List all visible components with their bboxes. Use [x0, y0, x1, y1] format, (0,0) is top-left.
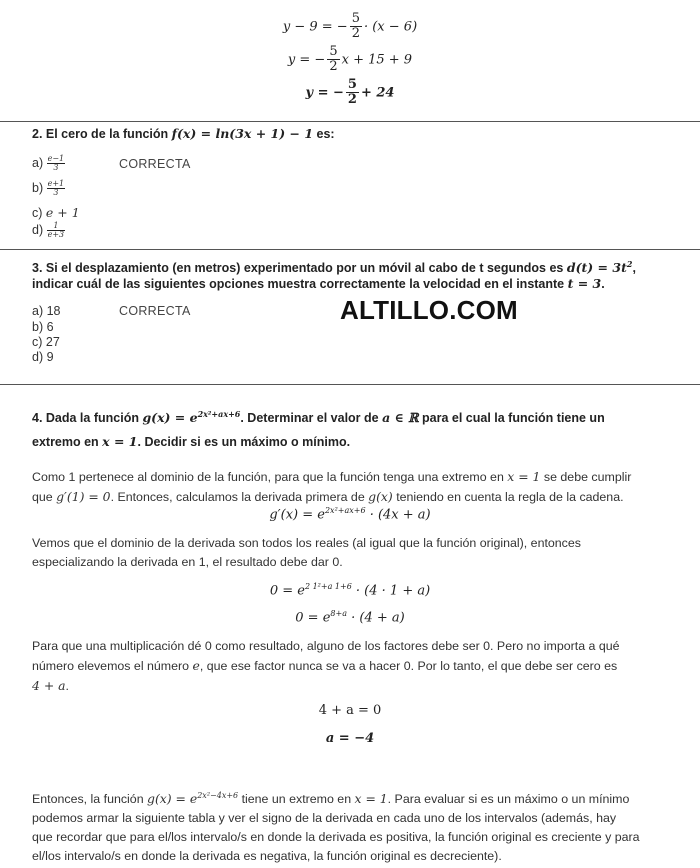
- q2-option-b: b) $\frac{e+1}{3}$: [32, 179, 65, 198]
- q3-option-d: d) 9: [32, 350, 54, 364]
- q3-title-line2: indicar cuál de las siguientes opciones muestra correctamente la velocidad en el instante t = 3.: [32, 276, 605, 292]
- divider: [0, 249, 700, 250]
- q2-option-d-fraction: $\frac{1}{e+3}$: [47, 221, 65, 240]
- divider: [0, 121, 700, 122]
- q4-paragraph-4: Entonces, la función $g(x) = e^{2x^2-4x+6}$ tiene un extremo en x = 1. Para evaluar si es un máximo o un mínimo podemos armar la siguiente tabla y ver el signo de la derivada en cada uno de los intervalos (además, hay que recordar que para el/los intervalo/s en donde la derivada es positiva, la función original es creciente y para el/los intervalo/s en donde la derivada es negativa, la función original es decreciente).: [32, 791, 640, 864]
- q2-option-b-fraction: $\frac{e+1}{3}$: [47, 179, 65, 198]
- q2-option-a-fraction: $\frac{e-1}{3}$: [47, 154, 65, 173]
- q3-title-line1: 3. Si el desplazamiento (en metros) experimentado por un móvil al cabo de t segundos es $d(t) = 3t^2$,: [32, 259, 636, 276]
- q4-title: [32, 403, 692, 454]
- q2-option-d: d) $\frac{1}{e+3}$: [32, 221, 65, 240]
- divider: [0, 384, 700, 385]
- eq2-right: x + 15 + 9: [341, 52, 413, 68]
- equation-line-2: [0, 45, 700, 75]
- eq3-right: + 24: [360, 85, 395, 101]
- eq2-fraction: $\frac{5}{2}$: [329, 44, 338, 75]
- q2-option-a: a) $\frac{e-1}{3}$: [32, 154, 65, 173]
- eq2-left: y = −: [287, 52, 326, 68]
- q2-title: 2. El cero de la función f(x) = ln(3x + 1) − 1 es:: [32, 126, 335, 141]
- q4-equation-3: 4 + a = 0: [318, 703, 382, 718]
- q4-equation-2: $0 = e^{8+a} \cdot (4 + a)$: [295, 609, 405, 626]
- q2-title-math: f(x) = ln(3x + 1) − 1: [171, 126, 314, 141]
- q4-paragraph-2: Vemos que el dominio de la derivada son todos los reales (al igual que la función original), entonces especializando la derivada en 1, el resultado debe dar 0.: [32, 536, 581, 569]
- q3-option-b: b) 6: [32, 320, 54, 334]
- q4-equation-4: a = −4: [325, 731, 375, 746]
- equation-line-1: [0, 12, 700, 42]
- q2-correct-label: CORRECTA: [119, 157, 191, 171]
- q4-paragraph-3: Para que una multiplicación dé 0 como resultado, alguno de los factores debe ser 0. Pero no importa a qué número elevemos el número e, que ese factor nunca se va a hacer 0. Por lo tanto, el que debe ser cero es 4 + a.: [32, 639, 620, 693]
- q3-correct-label: CORRECTA: [119, 304, 191, 318]
- q4-title-line2: extremo en x = 1. Decidir si es un máximo o mínimo.: [32, 434, 351, 450]
- eq3-left: y = −: [305, 85, 344, 101]
- q3-option-c: c) 27: [32, 335, 60, 349]
- eq3-fraction: $\frac{5}{2}$: [347, 77, 357, 108]
- q4-title-line1: 4. Dada la función $g(x) = e^{2x^2+ax+6}$. Determinar el valor de a ∈ ℝ para el cual la función tiene un: [32, 409, 605, 426]
- eq1-right: · (x − 6): [363, 19, 418, 35]
- q3-option-a: a) 18: [32, 304, 61, 318]
- eq1-fraction: $\frac{5}{2}$: [351, 11, 360, 42]
- equation-line-3: [0, 78, 700, 108]
- watermark-logo: ALTILLO.COM: [340, 295, 518, 325]
- q4-derivative-equation: $g'(x) = e^{2x^2+ax+6} \cdot (4x + a)$: [269, 506, 431, 523]
- q4-equation-1: $0 = e^{2 1^2+a 1+6} \cdot (4 \cdot 1 + a)$: [269, 582, 431, 599]
- q4-paragraph-1: Como 1 pertenece al dominio de la función, para que la función tenga una extremo en x = 1 se debe cumplir que g′(1) = 0. Entonces, calculamos la derivada primera de g(x) teniendo en cuenta la regla de la cadena.: [32, 469, 632, 504]
- q3-title: [32, 256, 692, 292]
- q2-option-c: c) e + 1: [32, 205, 80, 220]
- eq1-left: y − 9 = −: [282, 19, 348, 35]
